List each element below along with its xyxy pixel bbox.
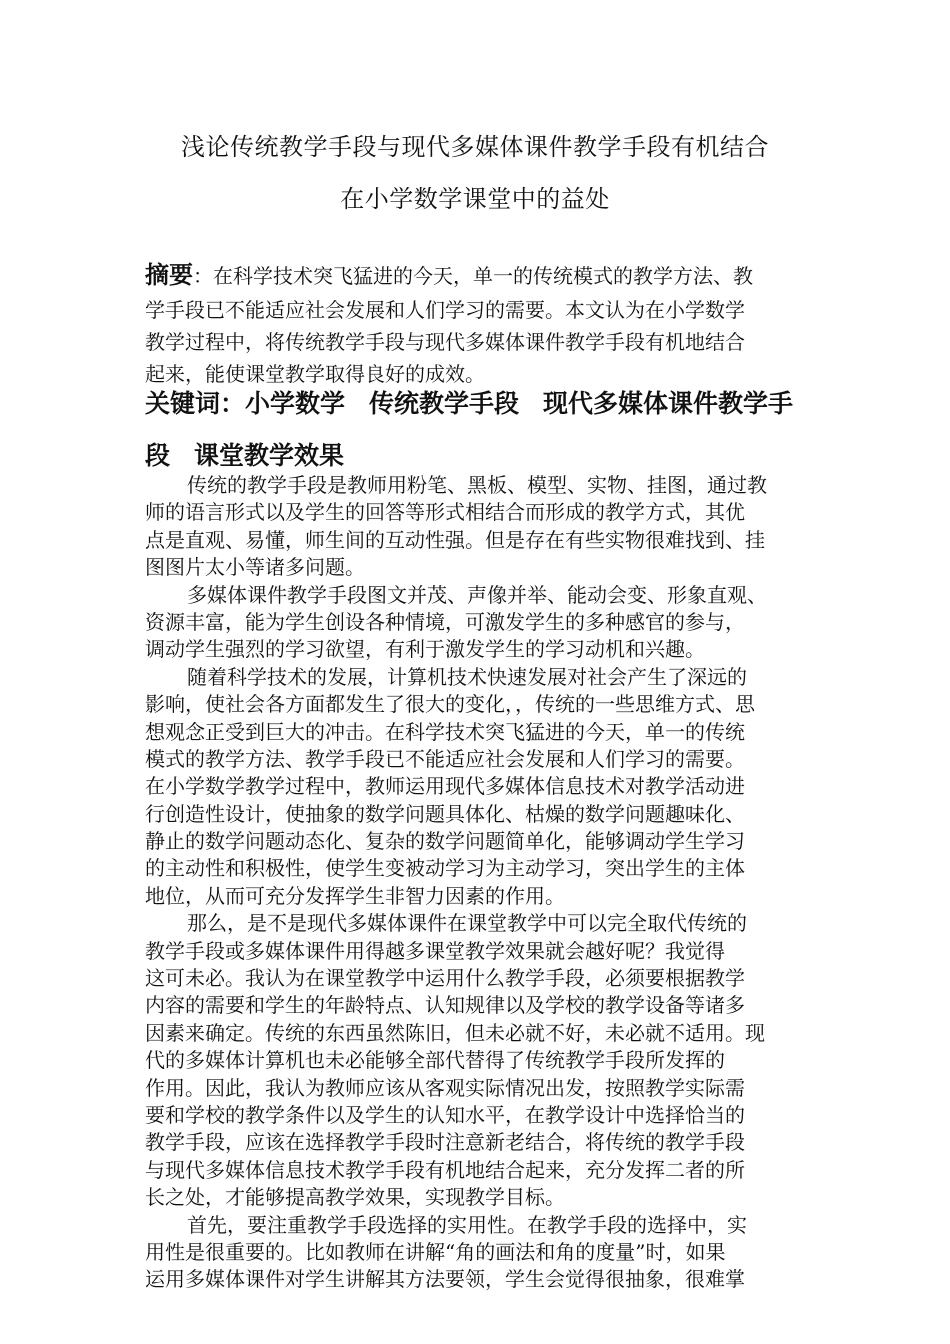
keywords-line-1 xyxy=(145,378,807,430)
paragraph-line: 师的语言形式以及学生的回答等形式相结合而形成的教学方式，其优 xyxy=(145,500,745,525)
keywords-section xyxy=(145,378,807,482)
abstract-section xyxy=(145,256,807,390)
abstract-first-line xyxy=(145,256,807,294)
paragraph-line: 那么，是不是现代多媒体课件在课堂教学中可以完全取代传统的 xyxy=(187,911,747,936)
paragraph-line: 资源丰富，能为学生创设各种情境，可激发学生的多种感官的参与， xyxy=(145,609,745,634)
paragraph-line: 多媒体课件教学手段图文并茂、声像并举、能动会变、形象直观、 xyxy=(187,582,767,607)
paragraph-line: 内容的需要和学生的年龄特点、认知规律以及学校的教学设备等诸多 xyxy=(145,993,745,1018)
paragraph-line: 作用。因此，我认为教师应该从客观实际情况出发，按照教学实际需 xyxy=(145,1075,745,1100)
paragraph-line: 这可未必。我认为在课堂教学中运用什么教学手段，必须要根据教学 xyxy=(145,966,745,991)
document-title-line-2: 在小学数学课堂中的益处 xyxy=(340,185,610,213)
paragraph-line: 代的多媒体计算机也未必能够全部代替得了传统教学手段所发挥的 xyxy=(145,1048,725,1073)
abstract-line: 起来，能使课堂教学取得良好的成效。 xyxy=(145,362,485,386)
paragraph-line: 要和学校的教学条件以及学生的认知水平，在教学设计中选择恰当的 xyxy=(145,1102,745,1127)
keyword-item: 小学数学 xyxy=(245,389,346,418)
abstract-label: 摘要 xyxy=(145,260,193,289)
paragraph-line: 因素来确定。传统的东西虽然陈旧，但未必就不好，未必就不适用。现 xyxy=(145,1020,765,1045)
paragraph-line: 传统的教学手段是教师用粉笔、黑板、模型、实物、挂图，通过教 xyxy=(187,473,767,497)
keywords-label: 关键词： xyxy=(145,389,246,418)
paragraph-line: 长之处，才能够提高教学效果，实现教学目标。 xyxy=(145,1185,565,1210)
abstract-line: 教学过程中，将传统教学手段与现代多媒体课件教学手段有机地结合 xyxy=(145,330,745,354)
paragraph-line: 调动学生强烈的学习欲望，有利于激发学生的学习动机和兴趣。 xyxy=(145,637,705,662)
paragraph-line: 影响，使社会各方面都发生了很大的变化，，传统的一些思维方式、思 xyxy=(145,692,755,717)
paragraph-line: 教学手段，应该在选择教学手段时注意新老结合，将传统的教学手段 xyxy=(145,1130,745,1155)
body-text xyxy=(145,472,807,1294)
keyword-item: 课堂教学效果 xyxy=(194,441,345,470)
document-title-line-1: 浅论传统教学手段与现代多媒体课件教学手段有机结合 xyxy=(181,133,769,161)
paragraph-line: 教学手段或多媒体课件用得越多课堂教学效果就会越好呢？我觉得 xyxy=(145,938,725,963)
keyword-item: 传统教学手段 xyxy=(369,389,520,418)
paragraph-line: 用性是很重要的。比如教师在讲解“角的画法和角的度量”时，如果 xyxy=(145,1239,726,1264)
paragraph-line: 的主动性和积极性，使学生变被动学习为主动学习，突出学生的主体 xyxy=(145,856,745,881)
paragraph-line: 运用多媒体课件对学生讲解其方法要领，学生会觉得很抽象，很难掌 xyxy=(145,1267,745,1292)
paragraph-line: 点是直观、易懂，师生间的互动性强。但是存在有些实物很难找到、挂 xyxy=(145,527,765,552)
paragraph-line: 模式的教学方法、教学手段已不能适应社会发展和人们学习的需要。 xyxy=(145,746,745,771)
paragraph-line: 与现代多媒体信息技术教学手段有机地结合起来，充分发挥二者的所 xyxy=(145,1157,745,1182)
abstract-line: ：在科学技术突飞猛进的今天，单一的传统模式的教学方法、教 xyxy=(193,264,753,288)
keyword-item: 现代多媒体课件教学手 xyxy=(543,389,794,418)
paragraph-line: 想观念正受到巨大的冲击。在科学技术突飞猛进的今天，单一的传统 xyxy=(145,719,745,744)
paragraph-line: 行创造性设计，使抽象的数学问题具体化、枯燥的数学问题趣味化、 xyxy=(145,801,745,826)
paragraph-line: 首先，要注重教学手段选择的实用性。在教学手段的选择中，实 xyxy=(187,1212,747,1237)
paragraph-line: 静止的数学问题动态化、复杂的数学问题简单化，能够调动学生学习 xyxy=(145,829,745,854)
paragraph-line: 地位，从而可充分发挥学生非智力因素的作用。 xyxy=(145,883,565,908)
paragraph-line: 随着科学技术的发展，计算机技术快速发展对社会产生了深远的 xyxy=(187,664,747,689)
abstract-line: 学手段已不能适应社会发展和人们学习的需要。本文认为在小学数学 xyxy=(145,298,745,322)
paragraph-line: 图图片太小等诸多问题。 xyxy=(145,555,365,580)
keyword-item: 段 xyxy=(145,441,171,470)
paragraph-line: 在小学数学教学过程中，教师运用现代多媒体信息技术对教学活动进 xyxy=(145,774,745,799)
